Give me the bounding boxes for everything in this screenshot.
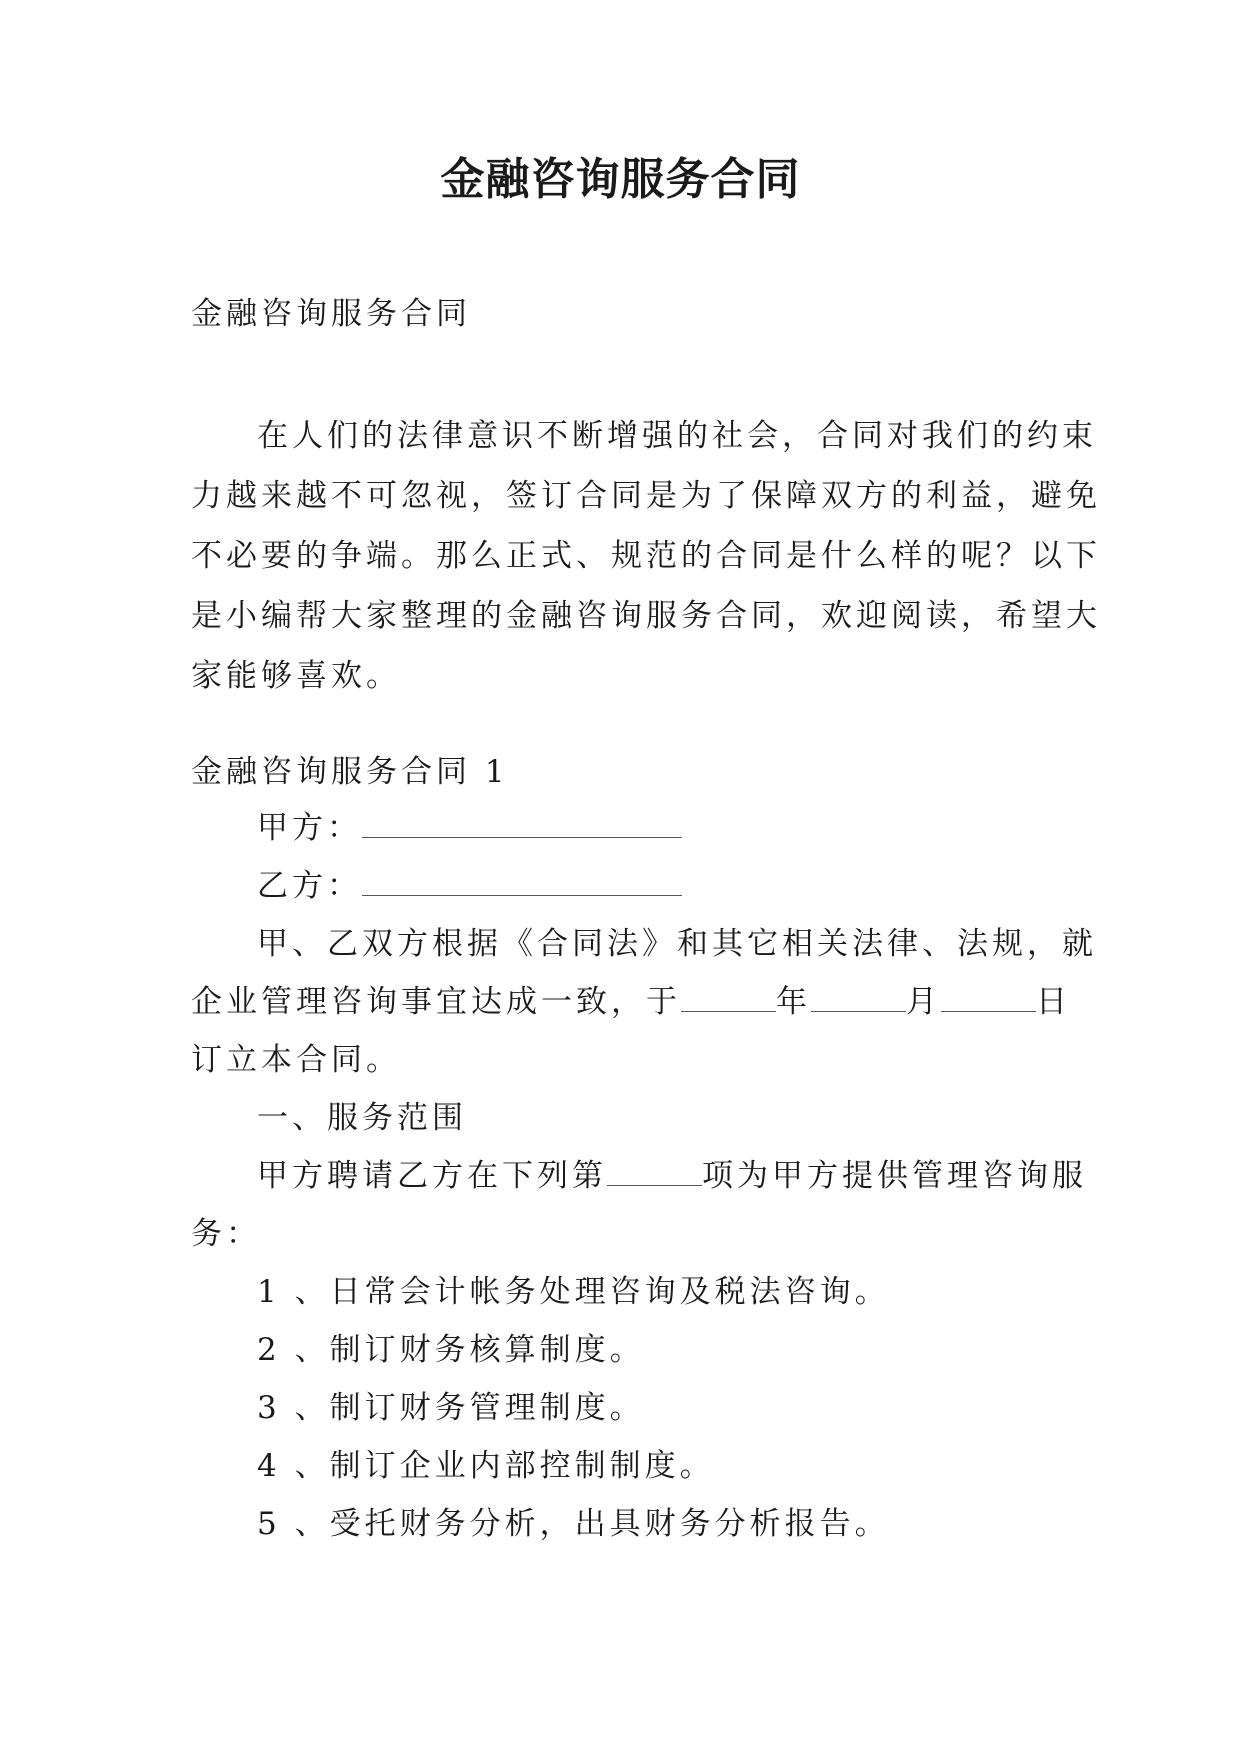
agreement-line-2-text: 企业管理咨询事宜达成一致，于 bbox=[191, 984, 681, 1020]
party-b-blank bbox=[362, 867, 682, 896]
list-item: 5 、受托财务分析，出具财务分析报告。 bbox=[257, 1506, 890, 1542]
agreement-line-2 bbox=[191, 980, 1071, 1024]
month-label: 月 bbox=[906, 984, 941, 1020]
scope-line-1 bbox=[191, 1154, 1087, 1198]
agreement-line-3: 订立本合同。 bbox=[191, 1042, 401, 1078]
party-a-label: 甲方： bbox=[257, 810, 362, 846]
scope-line-1-suffix: 项为甲方提供管理咨询服 bbox=[702, 1158, 1087, 1194]
intro-paragraph bbox=[191, 406, 1101, 706]
document-title: 金融咨询服务合同 bbox=[440, 154, 801, 205]
year-blank bbox=[681, 983, 776, 1012]
contract-heading: 金融咨询服务合同 1 bbox=[191, 754, 509, 790]
day-label: 日 bbox=[1036, 984, 1071, 1020]
agreement-line-1: 甲、乙双方根据《合同法》和其它相关法律、法规，就 bbox=[257, 926, 1097, 962]
intro-line: 是小编帮大家整理的金融咨询服务合同，欢迎阅读，希望大 bbox=[191, 598, 1101, 634]
scope-line-2: 务： bbox=[191, 1216, 261, 1252]
scope-item-blank bbox=[607, 1157, 702, 1186]
document-subtitle: 金融咨询服务合同 bbox=[191, 296, 471, 332]
section-1-heading: 一、服务范围 bbox=[257, 1100, 467, 1136]
party-b-line bbox=[191, 864, 682, 908]
party-a-blank bbox=[362, 809, 682, 838]
list-item: 3 、制订财务管理制度。 bbox=[257, 1390, 645, 1426]
list-item: 4 、制订企业内部控制制度。 bbox=[257, 1448, 715, 1484]
day-blank bbox=[941, 983, 1036, 1012]
intro-line: 力越来越不可忽视，签订合同是为了保障双方的利益，避免 bbox=[191, 478, 1101, 514]
intro-line: 家能够喜欢。 bbox=[191, 658, 401, 694]
scope-line-1-prefix: 甲方聘请乙方在下列第 bbox=[257, 1158, 607, 1194]
list-item: 1 、日常会计帐务处理咨询及税法咨询。 bbox=[257, 1274, 890, 1310]
month-blank bbox=[811, 983, 906, 1012]
intro-line: 不必要的争端。那么正式、规范的合同是什么样的呢？以下 bbox=[191, 538, 1101, 574]
year-label: 年 bbox=[776, 984, 811, 1020]
party-b-label: 乙方： bbox=[257, 868, 362, 904]
list-item: 2 、制订财务核算制度。 bbox=[257, 1332, 645, 1368]
party-a-line bbox=[191, 806, 682, 850]
intro-line: 在人们的法律意识不断增强的社会，合同对我们的约束 bbox=[257, 418, 1097, 454]
